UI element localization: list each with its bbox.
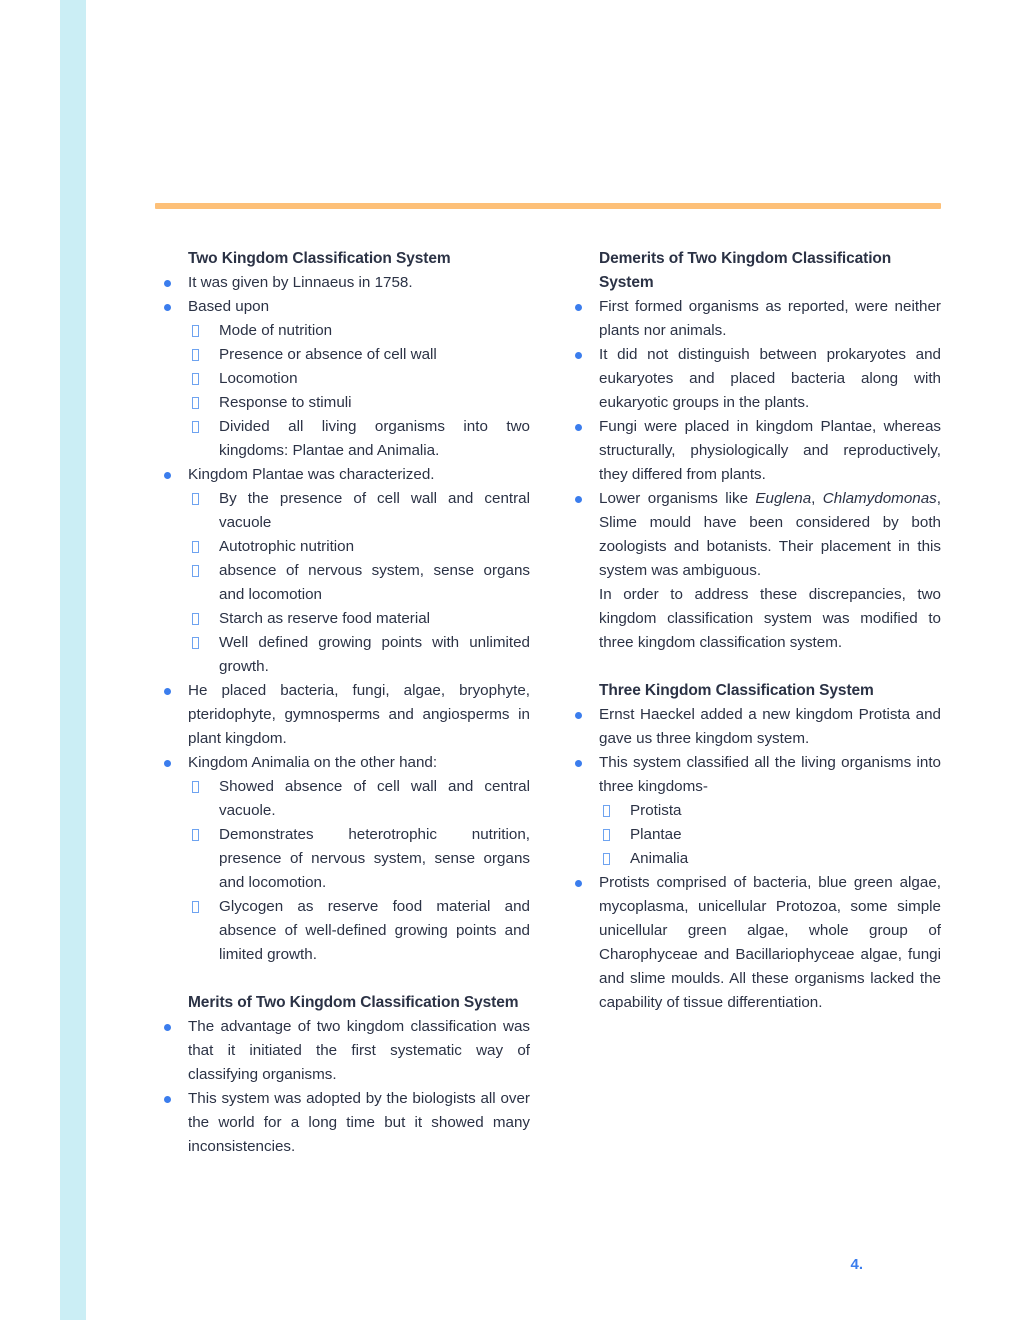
list-item-text: Starch as reserve food material — [219, 610, 431, 627]
bullet-dot-icon — [164, 472, 171, 479]
list-item-text: Protists comprised of bacteria, blue green algae, mycoplasma, unicellular Protozoa, some simple unicellular green algae, whole group of Charophyceae and Bacillariophyceae algae, fungi and slime moulds. All these organisms lacked the capability of tissue differentiation. — [599, 874, 941, 1011]
list-item-text: Demonstrates heterotrophic nutrition, presence of nervous system, sense organs and locomotion. — [219, 826, 530, 891]
square-bullet-icon — [192, 901, 199, 913]
sublist-three-kingdoms — [566, 799, 941, 871]
square-bullet-icon — [192, 781, 199, 793]
list-item-text: This system was adopted by the biologists all over the world for a long time but it showed many inconsistencies. — [188, 1090, 530, 1155]
list-item-text: The advantage of two kingdom classification was that it initiated the first systematic way of classifying organisms. — [188, 1018, 530, 1083]
two-column-layout — [155, 247, 941, 1159]
list-item — [566, 799, 941, 823]
list-item — [155, 367, 530, 391]
list-item — [155, 319, 530, 343]
sublist-based-upon — [155, 319, 530, 463]
bullet-dot-icon — [575, 496, 582, 503]
list-item — [155, 535, 530, 559]
list-item — [155, 631, 530, 679]
list-item — [155, 679, 530, 751]
list-item-text: absence of nervous system, sense organs and locomotion — [219, 562, 530, 603]
list-item — [155, 895, 530, 967]
square-bullet-icon — [192, 397, 199, 409]
list-item-text: It did not distinguish between prokaryotes and eukaryotes and placed bacteria along with eukaryotic groups in the plants. — [599, 346, 941, 411]
lower-organisms-text-pre: Lower organisms like — [599, 490, 756, 507]
bullet-dot-icon — [575, 424, 582, 431]
list-item-text: Protista — [630, 802, 682, 819]
bullet-dot-icon — [164, 1096, 171, 1103]
list-item-text: Glycogen as reserve food material and absence of well-defined growing points and limited growth. — [219, 898, 530, 963]
list-two-kingdom-intro — [155, 271, 530, 319]
heading-three-kingdom-classification-system: Three Kingdom Classification System — [599, 682, 874, 699]
heading-demerits-of-two-kingdom-classification-system: Demerits of Two Kingdom Classification System — [599, 250, 892, 291]
section-spacer — [155, 967, 530, 991]
list-item — [155, 463, 530, 487]
right-column — [566, 247, 941, 1159]
list-three-kingdom — [566, 703, 941, 799]
list-item — [566, 847, 941, 871]
square-bullet-icon — [192, 541, 199, 553]
list-item-text: Based upon — [188, 298, 270, 315]
list-item-text: Fungi were placed in kingdom Plantae, whereas structurally, physiologically and reproductively, they differed from plants. — [599, 418, 941, 483]
list-item-lower-organisms — [566, 487, 941, 583]
bullet-dot-icon — [575, 760, 582, 767]
left-column — [155, 247, 530, 1159]
bullet-dot-icon — [164, 304, 171, 311]
list-item-text: Showed absence of cell wall and central vacuole. — [219, 778, 530, 819]
square-bullet-icon — [192, 349, 199, 361]
bullet-dot-icon — [575, 712, 582, 719]
list-item — [566, 295, 941, 343]
list-item — [155, 415, 530, 463]
page-number: 4. — [850, 1256, 863, 1273]
list-item — [155, 1015, 530, 1087]
list-item-text: Response to stimuli — [219, 394, 352, 411]
square-bullet-icon — [192, 421, 199, 433]
list-item — [566, 823, 941, 847]
bullet-dot-icon — [575, 304, 582, 311]
list-item-text: It was given by Linnaeus in 1758. — [188, 274, 413, 291]
bullet-dot-icon — [575, 352, 582, 359]
list-item — [155, 823, 530, 895]
list-item — [566, 703, 941, 751]
square-bullet-icon — [603, 805, 610, 817]
square-bullet-icon — [192, 373, 199, 385]
square-bullet-icon — [192, 565, 199, 577]
list-item-text: Well defined growing points with unlimited growth. — [219, 634, 530, 675]
lower-organisms-text-mid: , — [811, 490, 823, 507]
list-item-text: This system classified all the living organisms into three kingdoms- — [599, 754, 941, 795]
species-name-euglena: Euglena — [755, 490, 812, 507]
list-item — [155, 295, 530, 319]
list-item-text: Locomotion — [219, 370, 298, 387]
square-bullet-icon — [192, 493, 199, 505]
square-bullet-icon — [192, 325, 199, 337]
sublist-plantae-characteristics — [155, 487, 530, 679]
list-item-text: First formed organisms as reported, were neither plants nor animals. — [599, 298, 941, 339]
list-item-text: Divided all living organisms into two kingdoms: Plantae and Animalia. — [219, 418, 530, 459]
section-spacer — [566, 655, 941, 679]
bullet-dot-icon — [164, 280, 171, 287]
list-item-text: Mode of nutrition — [219, 322, 333, 339]
list-item-text: Animalia — [630, 850, 689, 867]
list-item — [155, 391, 530, 415]
decorative-side-bar — [60, 0, 86, 1320]
list-item — [566, 871, 941, 1015]
square-bullet-icon — [192, 613, 199, 625]
list-placement-and-animalia — [155, 679, 530, 775]
list-item — [155, 343, 530, 367]
square-bullet-icon — [192, 637, 199, 649]
heading-merits-of-two-kingdom-classification-system: Merits of Two Kingdom Classification System — [188, 994, 519, 1011]
lower-organisms-text-post: , Slime mould have been considered by both zoologists and botanists. Their placement in this system was ambiguous. — [599, 490, 941, 579]
header-divider-rule — [155, 203, 941, 209]
bullet-dot-icon — [164, 760, 171, 767]
list-item-text: Kingdom Animalia on the other hand: — [188, 754, 438, 771]
list-item-text: By the presence of cell wall and central vacuole — [219, 490, 530, 531]
bullet-dot-icon — [575, 880, 582, 887]
list-item — [566, 415, 941, 487]
list-demerits — [566, 295, 941, 583]
square-bullet-icon — [603, 853, 610, 865]
species-name-chlamydomonas: Chlamydomonas — [822, 490, 937, 507]
list-item — [155, 487, 530, 535]
list-kingdom-plantae — [155, 463, 530, 487]
paragraph-in-order-to-address: In order to address these discrepancies, two kingdom classification system was modified to three kingdom classification system. — [599, 586, 941, 651]
bullet-dot-icon — [164, 1024, 171, 1031]
bullet-dot-icon — [164, 688, 171, 695]
list-item-text: Plantae — [630, 826, 682, 843]
list-item-text: Ernst Haeckel added a new kingdom Protista and gave us three kingdom system. — [599, 706, 941, 747]
square-bullet-icon — [192, 829, 199, 841]
page-content — [155, 0, 941, 1320]
list-item — [155, 271, 530, 295]
list-item — [566, 343, 941, 415]
list-item — [155, 775, 530, 823]
square-bullet-icon — [603, 829, 610, 841]
list-item — [155, 1087, 530, 1159]
list-protists — [566, 871, 941, 1015]
list-item-text: Autotrophic nutrition — [219, 538, 355, 555]
list-item-text: Presence or absence of cell wall — [219, 346, 437, 363]
list-item — [155, 751, 530, 775]
list-item-text: Kingdom Plantae was characterized. — [188, 466, 435, 483]
list-item — [155, 559, 530, 607]
heading-two-kingdom-classification-system: Two Kingdom Classification System — [188, 250, 451, 267]
list-item — [155, 607, 530, 631]
list-item-text: He placed bacteria, fungi, algae, bryophyte, pteridophyte, gymnosperms and angiosperms in plant kingdom. — [188, 682, 530, 747]
list-item — [566, 751, 941, 799]
list-merits — [155, 1015, 530, 1159]
sublist-animalia-characteristics — [155, 775, 530, 967]
